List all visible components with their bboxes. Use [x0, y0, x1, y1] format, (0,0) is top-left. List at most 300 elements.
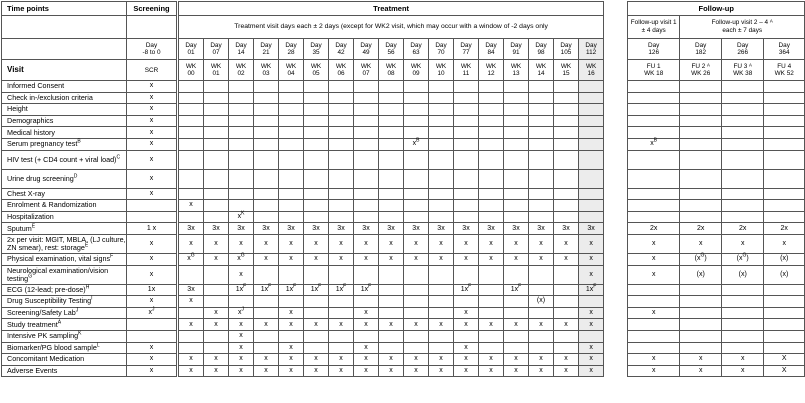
week-number: 05 [312, 70, 320, 77]
fu1-note-line1: Follow-up visit 1 [630, 19, 677, 26]
treatment-cell [454, 330, 479, 342]
treatment-cell [479, 81, 504, 93]
followup-cell: x [628, 354, 680, 366]
followup-week-2 [722, 60, 764, 81]
treatment-cell [329, 342, 354, 354]
treatment-cell: x [304, 365, 329, 377]
treatment-cell: $1x^F$ [304, 284, 329, 296]
treatment-cell [479, 127, 504, 139]
treatment-cell [379, 265, 404, 284]
treatment-cell: x [229, 265, 254, 284]
treatment-cell: $x^G$ [179, 253, 204, 265]
treatment-cell [304, 211, 329, 223]
assessment-label: Demographics [2, 115, 127, 127]
treatment-cell: 3x [554, 223, 579, 235]
followup-cell [722, 81, 764, 93]
treatment-cell: $1x^F$ [504, 284, 529, 296]
treatment-cell [529, 104, 554, 116]
treatment-cell: 3x [404, 223, 429, 235]
followup-cell [764, 169, 805, 188]
followup-cell: (x) [680, 265, 722, 284]
treatment-week-7 [354, 60, 379, 81]
screening-cell: x [127, 354, 177, 366]
treatment-cell: x [504, 365, 529, 377]
screening-cell [127, 211, 177, 223]
assessment-label: 2x per visit: MGIT, MBLA, (LJ culture, ZN smear), rest: storage$^E$ [2, 234, 127, 253]
treatment-cell [279, 188, 304, 200]
treatment-cell [179, 211, 204, 223]
treatment-day-8 [379, 39, 404, 60]
treatment-cell [504, 169, 529, 188]
screening-cell: x [127, 296, 177, 308]
followup-cell [764, 284, 805, 296]
assessment-label: Biomarker/PG blood sample$^L$ [2, 342, 127, 354]
treatment-cell [304, 265, 329, 284]
treatment-cell: x [229, 365, 254, 377]
followup-cell: x [680, 365, 722, 377]
treatment-cell: 3x [179, 223, 204, 235]
treatment-cell [254, 211, 279, 223]
schedule-row [2, 265, 805, 284]
column-gap [604, 2, 628, 81]
treatment-cell: x [429, 253, 454, 265]
treatment-cell [304, 104, 329, 116]
footnote-marker: F [468, 283, 472, 290]
treatment-cell: x [329, 365, 354, 377]
treatment-cell: x [579, 365, 604, 377]
assessment-label: Height [2, 104, 127, 116]
assessment-label: Screening/Safety Lab$^J$ [2, 307, 127, 319]
screening-code: SCR [127, 60, 177, 81]
week-label: WK [585, 63, 597, 70]
treatment-cell: x [354, 234, 379, 253]
footnote-marker: B [416, 137, 420, 144]
treatment-cell [429, 115, 454, 127]
treatment-cell [279, 104, 304, 116]
day-number: 63 [412, 49, 420, 56]
treatment-cell: x [379, 354, 404, 366]
treatment-cell: 3x [429, 223, 454, 235]
schedule-row [2, 127, 805, 139]
treatment-cell [479, 342, 504, 354]
footnote-marker: E [84, 242, 89, 249]
week-number: 16 [587, 70, 595, 77]
treatment-cell [554, 127, 579, 139]
followup-cell: 2x [628, 223, 680, 235]
followup-cell [722, 104, 764, 116]
treatment-cell [254, 138, 279, 150]
assessment-label: Check in-/exclusion criteria [2, 92, 127, 104]
treatment-cell [179, 342, 204, 354]
day-label: Day [260, 42, 272, 49]
followup-cell: (x) [764, 265, 805, 284]
treatment-cell [429, 284, 454, 296]
treatment-cell: x [229, 234, 254, 253]
week-number: 07 [362, 70, 370, 77]
followup-cell [722, 150, 764, 169]
week-label: WK [435, 63, 447, 70]
treatment-cell [529, 127, 554, 139]
footnote-marker: D [73, 173, 78, 180]
treatment-cell [529, 81, 554, 93]
followup-cell [628, 92, 680, 104]
treatment-day-1 [204, 39, 229, 60]
treatment-cell [279, 265, 304, 284]
treatment-cell [229, 92, 254, 104]
treatment-day-9 [404, 39, 429, 60]
treatment-cell: x [354, 253, 379, 265]
treatment-cell [579, 330, 604, 342]
treatment-cell: x [279, 253, 304, 265]
treatment-cell: 3x [204, 223, 229, 235]
treatment-cell: x [304, 319, 329, 331]
treatment-week-12 [479, 60, 504, 81]
treatment-cell: $1x^F$ [454, 284, 479, 296]
followup-cell [628, 296, 680, 308]
treatment-cell: x [454, 253, 479, 265]
assessment-label: Study treatment$^A$ [2, 319, 127, 331]
assessment-label: Chest X-ray [2, 188, 127, 200]
assessment-label: Enrolment & Randomization [2, 200, 127, 212]
treatment-cell [179, 188, 204, 200]
treatment-cell [354, 127, 379, 139]
treatment-day-12 [479, 39, 504, 60]
week-label: FU 1 [646, 63, 661, 70]
treatment-cell: x [204, 253, 229, 265]
followup-cell [680, 296, 722, 308]
treatment-cell [454, 200, 479, 212]
treatment-cell [429, 265, 454, 284]
screening-cell: x [127, 265, 177, 284]
treatment-cell [304, 81, 329, 93]
treatment-cell: x [554, 253, 579, 265]
followup-cell [628, 342, 680, 354]
schedule-row [2, 354, 805, 366]
day-number: 49 [362, 49, 370, 56]
treatment-cell [279, 211, 304, 223]
schedule-of-assessments-table [1, 1, 805, 377]
treatment-cell [404, 127, 429, 139]
followup-cell [722, 342, 764, 354]
treatment-cell [404, 211, 429, 223]
treatment-cell [529, 115, 554, 127]
treatment-cell [504, 188, 529, 200]
screening-header: Screening [127, 2, 177, 16]
column-gap [604, 234, 628, 253]
schedule-row [2, 211, 805, 223]
treatment-cell [454, 81, 479, 93]
treatment-week-15 [554, 60, 579, 81]
treatment-cell [204, 92, 229, 104]
treatment-day-4 [279, 39, 304, 60]
screening-cell: x [127, 188, 177, 200]
week-label: WK [310, 63, 322, 70]
column-gap [604, 296, 628, 308]
treatment-cell: 3x [304, 223, 329, 235]
treatment-cell [504, 342, 529, 354]
treatment-cell [404, 342, 429, 354]
treatment-cell [254, 92, 279, 104]
footnote-marker: K [78, 330, 82, 337]
treatment-cell [329, 265, 354, 284]
treatment-cell [554, 169, 579, 188]
treatment-cell [454, 115, 479, 127]
treatment-cell: 3x [254, 223, 279, 235]
followup-cell [722, 188, 764, 200]
treatment-header: Treatment [179, 2, 604, 16]
treatment-cell [579, 127, 604, 139]
visit-header: Visit [2, 60, 127, 81]
treatment-cell [529, 92, 554, 104]
followup-cell [722, 138, 764, 150]
treatment-cell [204, 211, 229, 223]
footnote-marker: F [268, 283, 272, 290]
schedule-row [2, 92, 805, 104]
treatment-cell [479, 200, 504, 212]
treatment-cell [254, 296, 279, 308]
treatment-cell [379, 81, 404, 93]
treatment-cell [479, 284, 504, 296]
week-label: WK [335, 63, 347, 70]
treatment-cell [379, 92, 404, 104]
screening-cell: x [127, 81, 177, 93]
treatment-day-15 [554, 39, 579, 60]
followup-cell [764, 104, 805, 116]
schedule-row [2, 200, 805, 212]
followup-cell [764, 342, 805, 354]
column-gap [604, 354, 628, 366]
treatment-cell: x [329, 354, 354, 366]
treatment-day-14 [529, 39, 554, 60]
column-gap [604, 104, 628, 116]
treatment-cell [179, 150, 204, 169]
treatment-cell [204, 188, 229, 200]
screening-cell: $x^J$ [127, 307, 177, 319]
week-label: WK [210, 63, 222, 70]
column-gap [604, 169, 628, 188]
treatment-cell [579, 92, 604, 104]
treatment-cell: x [479, 319, 504, 331]
treatment-cell: x [329, 253, 354, 265]
followup-week-1 [680, 60, 722, 81]
treatment-cell [329, 200, 354, 212]
followup-cell: x [628, 234, 680, 253]
followup-cell [680, 284, 722, 296]
treatment-cell [379, 127, 404, 139]
treatment-cell [229, 127, 254, 139]
treatment-cell [204, 265, 229, 284]
treatment-cell [229, 169, 254, 188]
treatment-cell [254, 169, 279, 188]
treatment-cell [329, 188, 354, 200]
followup-cell: x [628, 307, 680, 319]
treatment-cell [304, 169, 329, 188]
followup-cell [680, 81, 722, 93]
day-number: 07 [212, 49, 220, 56]
followup-cell [628, 115, 680, 127]
treatment-cell: x [579, 253, 604, 265]
treatment-cell [404, 265, 429, 284]
day-label: Day [435, 42, 447, 49]
day-range: -8 to 0 [142, 49, 161, 56]
treatment-day-16 [579, 39, 604, 60]
treatment-cell [479, 296, 504, 308]
assessment-label: Sputum$^E$ [2, 223, 127, 235]
treatment-cell [354, 138, 379, 150]
treatment-cell [504, 115, 529, 127]
treatment-cell: x [354, 365, 379, 377]
treatment-cell: x [204, 365, 229, 377]
day-label: Day [285, 42, 297, 49]
week-number: 03 [262, 70, 270, 77]
treatment-cell [454, 127, 479, 139]
day-number: 84 [487, 49, 495, 56]
treatment-cell: x [579, 342, 604, 354]
followup-week-0 [628, 60, 680, 81]
footnote-marker: F [343, 283, 347, 290]
followup-cell [680, 104, 722, 116]
treatment-cell: x [504, 234, 529, 253]
day-label: Day [585, 42, 597, 49]
treatment-week-0 [179, 60, 204, 81]
treatment-cell [454, 150, 479, 169]
treatment-cell: x [579, 307, 604, 319]
treatment-cell [204, 296, 229, 308]
treatment-cell [554, 307, 579, 319]
followup-cell: x [722, 234, 764, 253]
followup-cell [628, 127, 680, 139]
treatment-cell [204, 330, 229, 342]
treatment-cell: x [554, 319, 579, 331]
fu2-note-line1: Follow-up visit 2 – 4 ᴬ [711, 19, 773, 26]
treatment-cell: x [329, 319, 354, 331]
screening-cell [127, 319, 177, 331]
treatment-cell [404, 188, 429, 200]
treatment-cell [379, 169, 404, 188]
day-label: Day [778, 42, 790, 49]
day-number: 28 [287, 49, 295, 56]
treatment-cell [529, 211, 554, 223]
treatment-week-8 [379, 60, 404, 81]
treatment-cell: x [304, 354, 329, 366]
treatment-cell [304, 138, 329, 150]
week-number: 15 [562, 70, 570, 77]
followup-cell [680, 330, 722, 342]
treatment-cell [329, 150, 354, 169]
followup-cell [764, 211, 805, 223]
treatment-cell [379, 104, 404, 116]
treatment-cell [279, 330, 304, 342]
treatment-cell [254, 307, 279, 319]
treatment-cell: x [379, 365, 404, 377]
followup-cell [722, 330, 764, 342]
footnote-marker: J [75, 307, 79, 314]
screening-day [127, 39, 177, 60]
schedule-row [2, 296, 805, 308]
treatment-cell [404, 200, 429, 212]
treatment-cell: x [179, 319, 204, 331]
schedule-row [2, 342, 805, 354]
treatment-cell: x [179, 365, 204, 377]
day-label: Day [310, 42, 322, 49]
treatment-cell: x [204, 319, 229, 331]
day-number: 77 [462, 49, 470, 56]
treatment-day-5 [304, 39, 329, 60]
followup-cell [628, 150, 680, 169]
day-label: Day [648, 42, 660, 49]
followup-cell: $(x^G)$ [680, 253, 722, 265]
followup-cell: X [764, 365, 805, 377]
treatment-cell [279, 92, 304, 104]
treatment-cell [479, 211, 504, 223]
treatment-cell [354, 92, 379, 104]
treatment-cell: 3x [354, 223, 379, 235]
treatment-cell [379, 138, 404, 150]
treatment-day-10 [429, 39, 454, 60]
treatment-cell [429, 330, 454, 342]
day-number: 14 [237, 49, 245, 56]
treatment-cell: x [279, 365, 304, 377]
treatment-cell: x [529, 354, 554, 366]
day-label: Day [335, 42, 347, 49]
followup-cell [680, 342, 722, 354]
footnote-marker: G [240, 252, 245, 259]
treatment-cell [404, 104, 429, 116]
treatment-cell: x [354, 319, 379, 331]
schedule-row [2, 234, 805, 253]
treatment-cell [204, 284, 229, 296]
treatment-cell [454, 92, 479, 104]
schedule-row [2, 365, 805, 377]
treatment-cell [554, 342, 579, 354]
screening-cell: x [127, 253, 177, 265]
treatment-cell [429, 81, 454, 93]
followup-cell [722, 211, 764, 223]
treatment-cell: $x^G$ [229, 253, 254, 265]
day-label: Day [737, 42, 749, 49]
treatment-cell [454, 188, 479, 200]
week-label: WK [410, 63, 422, 70]
followup-cell [764, 115, 805, 127]
treatment-cell [554, 265, 579, 284]
footnote-marker: G [700, 252, 705, 259]
treatment-cell [179, 81, 204, 93]
week-number: WK 38 [733, 70, 753, 77]
day-number: 70 [437, 49, 445, 56]
screening-cell: 1x [127, 284, 177, 296]
treatment-cell [579, 169, 604, 188]
blank-cell [2, 16, 127, 39]
followup-cell [628, 319, 680, 331]
treatment-week-5 [304, 60, 329, 81]
treatment-cell: x [304, 234, 329, 253]
day-number: 266 [737, 49, 749, 56]
treatment-cell: x [329, 234, 354, 253]
footnote-marker: A [57, 319, 62, 326]
treatment-cell [404, 284, 429, 296]
day-label: Day [695, 42, 707, 49]
treatment-cell: x [479, 365, 504, 377]
screening-cell: x [127, 342, 177, 354]
day-label: Day [235, 42, 247, 49]
treatment-cell [254, 104, 279, 116]
week-number: 09 [412, 70, 420, 77]
day-label: Day [185, 42, 197, 49]
treatment-cell: x [504, 253, 529, 265]
treatment-cell: x [179, 234, 204, 253]
treatment-cell [254, 265, 279, 284]
treatment-cell [529, 342, 554, 354]
